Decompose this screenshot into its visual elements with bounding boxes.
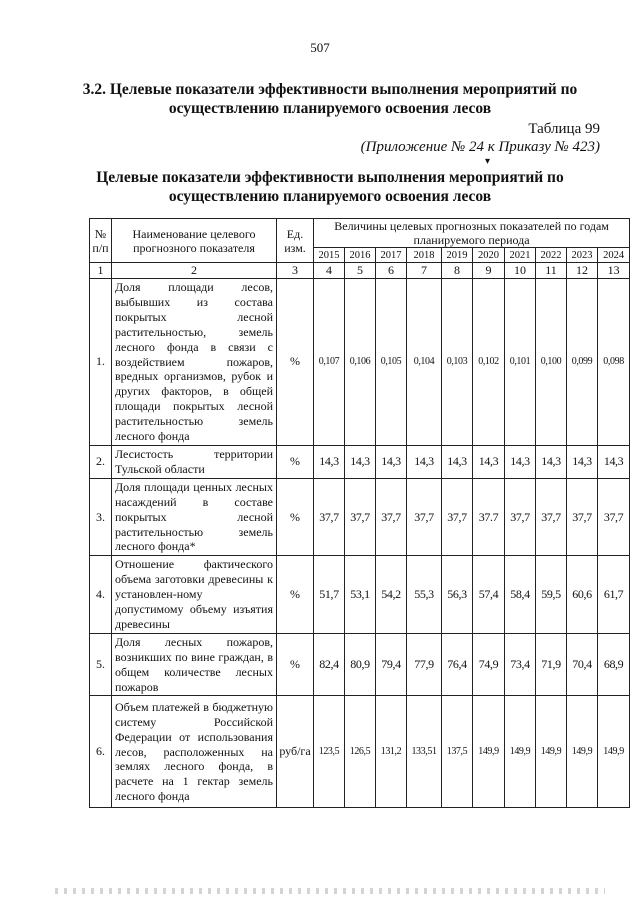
indicator-name: Доля площади лесов, выбывших из состава покрытых лесной растительностью, земель лесного фонда в связи с воздействием пожаров, вредных организмов, рубок и других факторов, в общей площади покрытых лесной растительностью земель лесного фонда bbox=[112, 279, 277, 446]
value-cell: 53,1 bbox=[345, 556, 376, 634]
year-header: 2019 bbox=[442, 248, 473, 263]
value-cell: 60,6 bbox=[567, 556, 598, 634]
value-cell: 37,7 bbox=[442, 478, 473, 556]
row-number: 6. bbox=[90, 696, 112, 808]
value-cell: 68,9 bbox=[598, 633, 630, 696]
section-heading-line1: 3.2. Целевые показатели эффективности выполнения мероприятий по bbox=[82, 81, 578, 98]
value-cell: 74,9 bbox=[473, 633, 505, 696]
value-cell: 123,5 bbox=[314, 696, 345, 808]
value-cell: 77,9 bbox=[407, 633, 442, 696]
column-number: 6 bbox=[376, 263, 407, 279]
value-cell: 37.7 bbox=[473, 478, 505, 556]
unit-cell: % bbox=[277, 445, 314, 478]
value-cell: 14,3 bbox=[376, 445, 407, 478]
year-header: 2020 bbox=[473, 248, 505, 263]
value-cell: 37,7 bbox=[314, 478, 345, 556]
row-number: 1. bbox=[90, 279, 112, 446]
table-row bbox=[90, 696, 630, 808]
value-cell: 14,3 bbox=[536, 445, 567, 478]
column-number: 7 bbox=[407, 263, 442, 279]
column-numbers-row bbox=[90, 263, 630, 279]
value-cell: 37,7 bbox=[598, 478, 630, 556]
value-cell: 37,7 bbox=[536, 478, 567, 556]
column-number: 13 bbox=[598, 263, 630, 279]
table-title-line1: Целевые показатели эффективности выполнения мероприятий по bbox=[96, 169, 564, 186]
value-cell: 0,100 bbox=[536, 279, 567, 446]
column-number: 12 bbox=[567, 263, 598, 279]
value-cell: 70,4 bbox=[567, 633, 598, 696]
table-row bbox=[90, 556, 630, 634]
value-cell: 0,098 bbox=[598, 279, 630, 446]
row-number: 5. bbox=[90, 633, 112, 696]
value-cell: 14,3 bbox=[345, 445, 376, 478]
value-cell: 14,3 bbox=[505, 445, 536, 478]
value-cell: 37,7 bbox=[345, 478, 376, 556]
page-number: 507 bbox=[310, 40, 330, 55]
year-header: 2017 bbox=[376, 248, 407, 263]
table-body bbox=[90, 279, 630, 808]
table-reference: Таблица 99 bbox=[528, 121, 600, 137]
table-title bbox=[60, 168, 600, 206]
indicator-name: Доля площади ценных лесных насаждений в составе покрытых лесной растительностью земель лесного фонда* bbox=[112, 478, 277, 556]
value-cell: 37,7 bbox=[407, 478, 442, 556]
value-cell: 133,51 bbox=[407, 696, 442, 808]
appendix-reference: (Приложение № 24 к Приказу № 423) bbox=[360, 139, 600, 155]
header-num: № п/п bbox=[90, 219, 112, 263]
year-header: 2022 bbox=[536, 248, 567, 263]
scan-speck: ▾ bbox=[485, 156, 491, 167]
unit-cell: % bbox=[277, 279, 314, 446]
table-row bbox=[90, 633, 630, 696]
unit-cell: % bbox=[277, 478, 314, 556]
value-cell: 14,3 bbox=[598, 445, 630, 478]
value-cell: 0,103 bbox=[442, 279, 473, 446]
value-cell: 37,7 bbox=[376, 478, 407, 556]
value-cell: 149,9 bbox=[473, 696, 505, 808]
header-values-group: Величины целевых прогнозных показателей по годам планируемого периода bbox=[314, 219, 630, 248]
section-heading bbox=[60, 80, 600, 118]
year-header: 2024 bbox=[598, 248, 630, 263]
table-row bbox=[90, 279, 630, 446]
section-heading-line2: осуществлению планируемого освоения лесов bbox=[168, 100, 492, 117]
value-cell: 37,7 bbox=[505, 478, 536, 556]
value-cell: 54,2 bbox=[376, 556, 407, 634]
unit-cell: % bbox=[277, 556, 314, 634]
column-number: 9 bbox=[473, 263, 505, 279]
value-cell: 51,7 bbox=[314, 556, 345, 634]
year-header: 2018 bbox=[407, 248, 442, 263]
value-cell: 126,5 bbox=[345, 696, 376, 808]
value-cell: 14,3 bbox=[567, 445, 598, 478]
year-header: 2021 bbox=[505, 248, 536, 263]
value-cell: 58,4 bbox=[505, 556, 536, 634]
targets-table bbox=[89, 218, 630, 808]
value-cell: 0,106 bbox=[345, 279, 376, 446]
value-cell: 79,4 bbox=[376, 633, 407, 696]
value-cell: 0,107 bbox=[314, 279, 345, 446]
value-cell: 149,9 bbox=[598, 696, 630, 808]
value-cell: 61,7 bbox=[598, 556, 630, 634]
column-number: 10 bbox=[505, 263, 536, 279]
value-cell: 0,101 bbox=[505, 279, 536, 446]
value-cell: 55,3 bbox=[407, 556, 442, 634]
value-cell: 56,3 bbox=[442, 556, 473, 634]
value-cell: 76,4 bbox=[442, 633, 473, 696]
value-cell: 71,9 bbox=[536, 633, 567, 696]
value-cell: 14,3 bbox=[314, 445, 345, 478]
column-number: 2 bbox=[112, 263, 277, 279]
year-header: 2023 bbox=[567, 248, 598, 263]
unit-cell: руб/га bbox=[277, 696, 314, 808]
table-row bbox=[90, 445, 630, 478]
value-cell: 82,4 bbox=[314, 633, 345, 696]
value-cell: 80,9 bbox=[345, 633, 376, 696]
value-cell: 0,104 bbox=[407, 279, 442, 446]
row-number: 4. bbox=[90, 556, 112, 634]
value-cell: 73,4 bbox=[505, 633, 536, 696]
year-header: 2015 bbox=[314, 248, 345, 263]
value-cell: 131,2 bbox=[376, 696, 407, 808]
value-cell: 149,9 bbox=[536, 696, 567, 808]
column-number: 11 bbox=[536, 263, 567, 279]
column-number: 4 bbox=[314, 263, 345, 279]
column-number: 5 bbox=[345, 263, 376, 279]
value-cell: 137,5 bbox=[442, 696, 473, 808]
indicator-name: Лесистость территории Тульской области bbox=[112, 445, 277, 478]
row-number: 3. bbox=[90, 478, 112, 556]
header-unit: Ед. изм. bbox=[277, 219, 314, 263]
column-number: 3 bbox=[277, 263, 314, 279]
unit-cell: % bbox=[277, 633, 314, 696]
value-cell: 0,102 bbox=[473, 279, 505, 446]
value-cell: 37,7 bbox=[567, 478, 598, 556]
year-header: 2016 bbox=[345, 248, 376, 263]
value-cell: 149,9 bbox=[567, 696, 598, 808]
column-number: 8 bbox=[442, 263, 473, 279]
value-cell: 59,5 bbox=[536, 556, 567, 634]
table-title-line2: осуществлению планируемого освоения лесов bbox=[168, 188, 492, 205]
column-number: 1 bbox=[90, 263, 112, 279]
value-cell: 14,3 bbox=[442, 445, 473, 478]
value-cell: 57,4 bbox=[473, 556, 505, 634]
scan-noise bbox=[55, 888, 605, 894]
value-cell: 0,105 bbox=[376, 279, 407, 446]
table-row bbox=[90, 478, 630, 556]
value-cell: 14,3 bbox=[473, 445, 505, 478]
header-name: Наименование целевого прогнозного показателя bbox=[112, 219, 277, 263]
row-number: 2. bbox=[90, 445, 112, 478]
value-cell: 149,9 bbox=[505, 696, 536, 808]
value-cell: 0,099 bbox=[567, 279, 598, 446]
indicator-name: Объем платежей в бюджетную систему Российской Федерации от использования лесов, расположенных на землях лесного фонда, в расчете на 1 гектар земель лесного фонда bbox=[112, 696, 277, 808]
indicator-name: Доля лесных пожаров, возникших по вине граждан, в общем количестве лесных пожаров bbox=[112, 633, 277, 696]
indicator-name: Отношение фактического объема заготовки древесины к установлен-ному допустимому объему изъятия древесины bbox=[112, 556, 277, 634]
value-cell: 14,3 bbox=[407, 445, 442, 478]
